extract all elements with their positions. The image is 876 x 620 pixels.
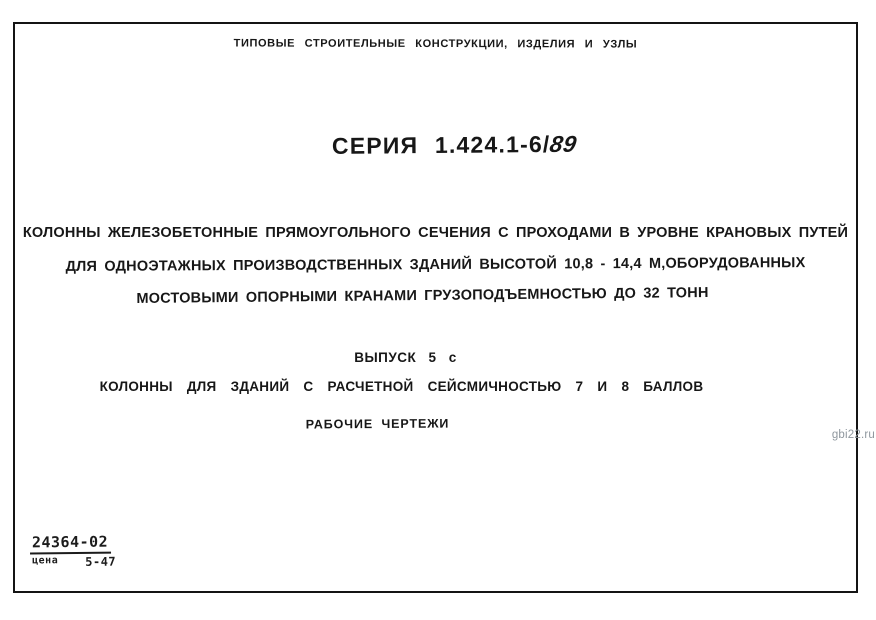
- description-line-2: ДЛЯ ОДНОЭТАЖНЫХ ПРОИЗВОДСТВЕННЫХ ЗДАНИЙ ВЫСОТОЙ 10,8 - 14,4 М,ОБОРУДОВАННЫХ: [65, 255, 806, 275]
- document-border-frame: [13, 22, 858, 593]
- inventory-price-stamp: [30, 532, 116, 570]
- series-title-text: СЕРИЯ 1.424.1-6/: [331, 130, 551, 159]
- document-header: ТИПОВЫЕ СТРОИТЕЛЬНЫЕ КОНСТРУКЦИИ, ИЗДЕЛИЯ И УЗЛЫ: [233, 37, 638, 51]
- price-value: 5-47: [85, 554, 117, 569]
- inventory-number: 24364-02: [30, 533, 111, 555]
- series-title-year: 89: [548, 130, 580, 158]
- issue-label: ВЫПУСК 5 с: [354, 350, 457, 365]
- series-title: [15, 128, 856, 162]
- price-row: [30, 555, 116, 570]
- site-watermark: gbi22.ru: [831, 429, 875, 441]
- price-label: цена: [32, 555, 59, 567]
- description-line-3: МОСТОВЫМИ ОПОРНЫМИ КРАНАМИ ГРУЗОПОДЪЕМНОСТЬЮ ДО 32 ТОНН: [136, 285, 709, 307]
- description-line-1: КОЛОННЫ ЖЕЛЕЗОБЕТОННЫЕ ПРЯМОУГОЛЬНОГО СЕЧЕНИЯ С ПРОХОДАМИ В УРОВНЕ КРАНОВЫХ ПУТЕЙ: [22, 225, 849, 241]
- seismic-subtitle: КОЛОННЫ ДЛЯ ЗДАНИЙ С РАСЧЕТНОЙ СЕЙСМИЧНОСТЬЮ 7 И 8 БАЛЛОВ: [99, 379, 704, 394]
- document-type-label: РАБОЧИЕ ЧЕРТЕЖИ: [305, 416, 450, 432]
